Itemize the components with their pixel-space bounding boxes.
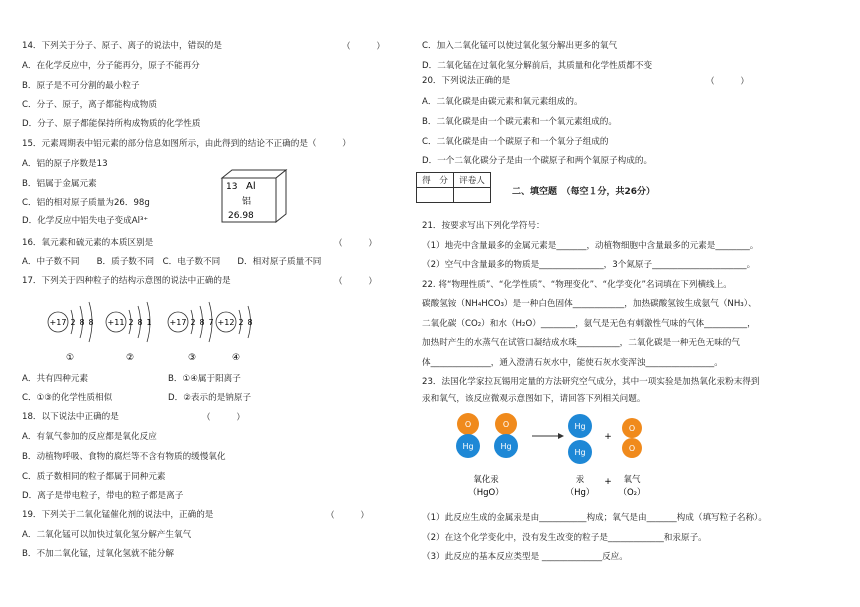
q14-stem: 14．下列关于分子、原子、离子的说法中，错误的是 [22, 41, 222, 51]
q18-option-b: B．动植物呼吸、食物的腐烂等不含有物质的缓慢氧化 [22, 452, 226, 462]
q20-option-d: D．一个二氧化碳分子是由一个碳原子和两个氧原子构成的。 [422, 156, 653, 166]
svg-text:O: O [464, 420, 472, 429]
grader-header: 评卷人 [454, 173, 491, 188]
q17-option-a: A．共有四种元素 [22, 374, 89, 384]
svg-text:O: O [628, 444, 636, 453]
svg-text:Hg: Hg [574, 448, 586, 457]
svg-text:+17: +17 [169, 318, 187, 327]
q22-line4[interactable]: 体______________，通入澄清石灰水中，能使石灰水变浑浊________________。 [422, 358, 723, 368]
q19-option-b: B．不加二氧化锰，过氧化氢就不能分解 [22, 549, 174, 559]
svg-text:8: 8 [79, 318, 85, 327]
hgo-formula: （HgO） [468, 488, 504, 498]
svg-text:+17: +17 [49, 318, 67, 327]
q16-options: A．中子数不同 B．质子数不同 C．电子数不同 D．相对原子质量不同 [22, 257, 322, 267]
svg-text:2: 2 [128, 318, 134, 327]
q18-stem: 18．以下说法中正确的是 [22, 412, 119, 422]
svg-text:2: 2 [70, 318, 76, 327]
svg-text:8: 8 [199, 318, 205, 327]
q19-option-a: A．二氧化锰可以加快过氧化氢分解产生氧气 [22, 530, 192, 540]
svg-text:O: O [502, 420, 510, 429]
q16-answer-paren[interactable]: （ ） [334, 239, 377, 249]
score-table [416, 172, 491, 203]
svg-text:③: ③ [187, 353, 197, 363]
aluminum-element-box [220, 168, 288, 224]
q19-option-c: C．加入二氧化锰可以使过氧化氢分解出更多的氧气 [422, 41, 618, 51]
al-atomic-mass: 26.98 [228, 211, 254, 221]
q21-stem: 21．按要求写出下列化学符号： [422, 221, 545, 231]
svg-text:O: O [628, 424, 636, 433]
hg-formula: （Hg） [565, 488, 595, 498]
q20-stem: 20．下列说法正确的是 [422, 76, 511, 86]
q14-answer-paren[interactable]: （ ） [342, 42, 385, 52]
svg-text:8: 8 [137, 318, 143, 327]
q21-part1[interactable]: （1）地壳中含量最多的金属元素是_______，动植物细胞中含量最多的元素是________。 [422, 241, 759, 251]
al-name: 铝 [242, 197, 252, 207]
hgo-name: 氧化汞 [473, 475, 499, 485]
q23-part1[interactable]: （1）此反应生成的金属汞是由___________构成；氧气是由_______构成（填写粒子名称）。 [422, 513, 767, 523]
q16-stem: 16．氧元素和硫元素的本质区别是 [22, 238, 154, 248]
svg-text:8: 8 [88, 318, 94, 327]
svg-text:Hg: Hg [462, 442, 474, 451]
svg-text:+: + [604, 477, 612, 487]
score-header: 得 分 [417, 173, 454, 188]
q17-stem: 17．下列关于四种粒子的结构示意图的说法中正确的是 [22, 276, 231, 286]
svg-text:2: 2 [238, 318, 244, 327]
q17-answer-paren[interactable]: （ ） [334, 277, 377, 287]
q15-option-b: B．铝属于金属元素 [22, 179, 97, 189]
q15-stem: 15．元素周期表中铝元素的部分信息如图所示，由此得到的结论不正确的是（ ） [22, 139, 351, 149]
reaction-diagram [452, 412, 682, 504]
q15-option-d: D．化学反应中铝失电子变成Al³⁺ [22, 216, 148, 226]
q19-option-d: D．二氧化锰在过氧化氢分解前后，其质量和化学性质都不变 [422, 61, 653, 71]
q14-option-d: D．分子、原子都能保持所构成物质的化学性质 [22, 119, 201, 129]
svg-text:1: 1 [146, 318, 152, 327]
svg-text:①: ① [65, 353, 75, 363]
svg-text:Hg: Hg [574, 422, 586, 431]
section-title: 二、填空题 （每空１分，共26分） [512, 187, 656, 197]
q18-option-a: A．有氧气参加的反应都是氧化反应 [22, 432, 157, 442]
svg-text:2: 2 [190, 318, 196, 327]
q20-answer-paren[interactable]: （ ） [706, 77, 749, 87]
svg-text:Hg: Hg [500, 442, 512, 451]
svg-text:+12: +12 [217, 318, 235, 327]
q22-line3[interactable]: 加热时产生的水蒸气在试管口凝结成水珠__________，二氧化碳是一种无色无味的气 [422, 338, 740, 348]
q17-option-d: D．②表示的是钠原子 [168, 393, 252, 403]
atom-diagram-2 [102, 292, 162, 364]
o2-formula: （O₂） [618, 488, 646, 498]
q17-option-c: C．①③的化学性质相似 [22, 393, 113, 403]
plus-sign: + [604, 432, 612, 442]
q23-part3[interactable]: （3）此反应的基本反应类型是 ______________反应。 [422, 552, 628, 562]
q21-part2[interactable]: （2）空气中含量最多的物质是_______________，3个氮原子______________________。 [422, 260, 756, 270]
hg-name: 汞 [575, 475, 585, 485]
q23-stem-line1: 23．法国化学家拉瓦锡用定量的方法研究空气成分，其中一项实验是加热氧化汞粉末得到 [422, 377, 760, 387]
atom-diagram-4 [212, 292, 262, 364]
q20-option-b: B．二氧化碳是由一个碳元素和一个氧元素组成的。 [422, 117, 617, 127]
q23-stem-line2: 汞和氧气，该反应微观示意图如下，请回答下列相关问题。 [422, 394, 646, 404]
q20-option-c: C．二氧化碳是由一个碳原子和一个氧分子组成的 [422, 137, 609, 147]
q14-option-c: C．分子、原子，离子都能构成物质 [22, 100, 157, 110]
q14-option-a: A．在化学反应中，分子能再分，原子不能再分 [22, 61, 200, 71]
grader-cell[interactable] [454, 188, 491, 203]
q19-answer-paren[interactable]: （ ） [326, 511, 369, 521]
q15-option-a: A．铝的原子序数是13 [22, 159, 108, 169]
q22-line2[interactable]: 二氧化碳（CO₂）和水（H₂O）________，氨气是无色有刺激性气味的气体__________， [422, 319, 756, 329]
al-atomic-number: 13 [226, 182, 238, 192]
q15-option-c: C．铝的相对原子质量为26．98g [22, 198, 150, 208]
q18-option-c: C．质子数相同的粒子都属于同种元素 [22, 472, 166, 482]
q18-answer-paren[interactable]: （ ） [202, 413, 245, 423]
q17-option-b: B．①④属于阳离子 [168, 374, 241, 384]
q23-part2[interactable]: （2）在这个化学变化中，没有发生改变的粒子是_____________和汞原子。 [422, 533, 707, 543]
q18-option-d: D．离子是带电粒子，带电的粒子都是离子 [22, 491, 184, 501]
q22-line1[interactable]: 碳酸氢铵（NH₄HCO₃）是一种白色固体____________，加热碳酸氢铵生成氨气（NH₃）、 [422, 299, 757, 309]
svg-text:+11: +11 [107, 318, 125, 327]
q19-stem: 19．下列关于二氧化锰催化剂的说法中，正确的是 [22, 510, 214, 520]
svg-text:7: 7 [208, 318, 214, 327]
atom-diagram-1 [44, 292, 104, 364]
q20-option-a: A．二氧化碳是由碳元素和氧元素组成的。 [422, 97, 583, 107]
al-symbol: Al [246, 181, 256, 192]
svg-text:④: ④ [231, 353, 241, 363]
q14-option-b: B．原子是不可分割的最小粒子 [22, 81, 140, 91]
svg-text:②: ② [125, 353, 135, 363]
q22-stem: 22. 将“物理性质”、“化学性质”、“物理变化”、“化学变化”名词填在下列横线上。 [422, 280, 732, 290]
o2-name: 氧气 [623, 475, 641, 485]
score-cell[interactable] [417, 188, 454, 203]
svg-text:8: 8 [247, 318, 253, 327]
